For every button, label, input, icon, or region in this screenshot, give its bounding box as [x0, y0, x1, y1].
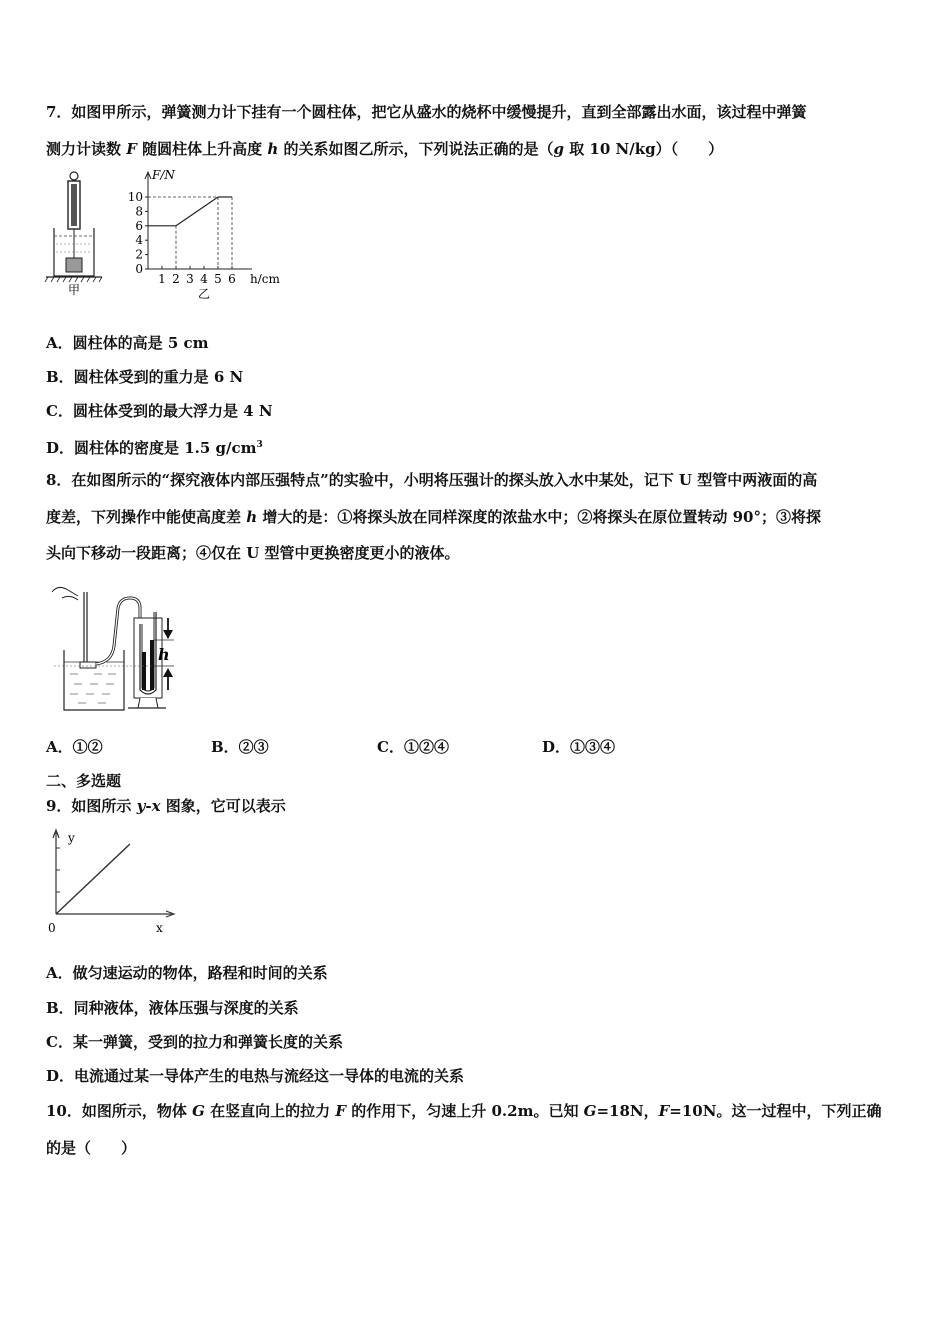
x-tick-label: 1	[158, 272, 166, 286]
cylinder	[66, 258, 82, 272]
water-dashes	[70, 674, 116, 703]
q8-option-b: B．②③	[211, 738, 269, 756]
q7-stem-line1: 7．如图甲所示，弹簧测力计下挂有一个圆柱体，把它从盛水的烧杯中缓慢提升，直到全部露出水面，该过程中弹簧	[46, 103, 807, 121]
y-tick-label: 8	[135, 204, 143, 219]
y-tick-label: 2	[135, 247, 143, 262]
origin-label: 0	[48, 921, 56, 935]
y-tick-label: 10	[127, 190, 143, 204]
q7-option-c: C．圆柱体受到的最大浮力是 4 N	[46, 402, 273, 420]
q7-option-d: D．圆柱体的密度是 1.5 $g/cm^3$	[46, 439, 263, 457]
q8-figure-pressure-gauge	[44, 578, 184, 718]
q8-option-a: A．①②	[46, 738, 103, 756]
q7-stem-line2: 测力计读数 F 随圆柱体上升高度 h 的关系如图乙所示，下列说法正确的是（g 取 10 N/kg）（ ）	[46, 140, 724, 158]
y-tick-label: 6	[135, 218, 143, 233]
q7-option-a: A．圆柱体的高是 5 cm	[46, 334, 209, 352]
q7-figure-jia	[44, 170, 104, 298]
q8-option-c: C．①②④	[377, 738, 449, 756]
rubber-tube-inner	[96, 598, 140, 664]
y-tick-label: 4	[135, 233, 143, 248]
x-tick-label: 5	[214, 272, 222, 286]
q9-option-c: C．某一弹簧，受到的拉力和弹簧长度的关系	[46, 1033, 343, 1051]
section-title-multiple-choice: 二、多选题	[46, 772, 122, 790]
proportional-line	[56, 844, 130, 914]
q8-stem-line2: 度差，下列操作中能使高度差 h 增大的是：①将探头放在同样深度的浓盐水中；②将探头在原位置转动 90°；③将探	[46, 508, 821, 526]
q10-stem-line1: 10．如图所示，物体 G 在竖直向上的拉力 F 的作用下，匀速上升 0.2m。已知 G=18N，F=10N。这一过程中，下列正确	[46, 1102, 882, 1120]
y-axis-label: F/N	[152, 168, 175, 182]
q9-figure-y-x-graph	[44, 826, 184, 938]
probe-head	[80, 662, 96, 668]
x-axis-label: h/cm	[250, 272, 280, 286]
u-tube-liquid-left	[142, 652, 146, 690]
figure-label-yi: 乙	[197, 287, 211, 301]
y-tick-label: 0	[135, 262, 143, 276]
ground-hatch	[45, 277, 102, 282]
spring-balance-scale	[71, 184, 77, 226]
y-axis-label: y	[68, 831, 75, 845]
x-tick-label: 3	[186, 272, 194, 286]
q8-stem-line1: 8．在如图所示的“探究液体内部压强特点”的实验中，小明将压强计的探头放入水中某处，记下 U 型管中两液面的高	[46, 471, 818, 489]
q9-option-b: B．同种液体，液体压强与深度的关系	[46, 999, 299, 1017]
series-line-segment	[176, 197, 218, 226]
height-diff-label: h	[158, 645, 170, 664]
q9-option-a: A．做匀速运动的物体，路程和时间的关系	[46, 964, 328, 982]
q8-stem-line3: 头向下移动一段距离；④仅在 U 型管中更换密度更小的液体。	[46, 544, 460, 562]
hand-finger	[62, 596, 78, 600]
hand	[52, 587, 78, 596]
q9-stem: 9．如图所示 y-x 图象，它可以表示	[46, 797, 286, 815]
q7-figure-yi-chart	[122, 168, 282, 302]
arrow-up-head-icon	[163, 668, 173, 677]
arrow-down-head-icon	[163, 630, 173, 639]
q9-option-d: D．电流通过某一导体产生的电热与流经这一导体的电流的关系	[46, 1067, 465, 1085]
q7-option-b: B．圆柱体受到的重力是 6 N	[46, 368, 244, 386]
x-tick-label: 6	[228, 272, 236, 286]
q8-option-d: D．①③④	[542, 738, 616, 756]
u-tube-stand	[138, 698, 158, 708]
x-axis-label: x	[156, 921, 163, 935]
hook-ring-icon	[70, 172, 78, 180]
figure-label-jia: 甲	[67, 283, 81, 297]
x-tick-label: 2	[172, 272, 180, 286]
x-tick-label: 4	[200, 272, 208, 286]
beaker	[64, 650, 124, 710]
q10-stem-line2: 的是（ ）	[46, 1139, 137, 1157]
u-tube-liquid-right	[150, 640, 154, 690]
